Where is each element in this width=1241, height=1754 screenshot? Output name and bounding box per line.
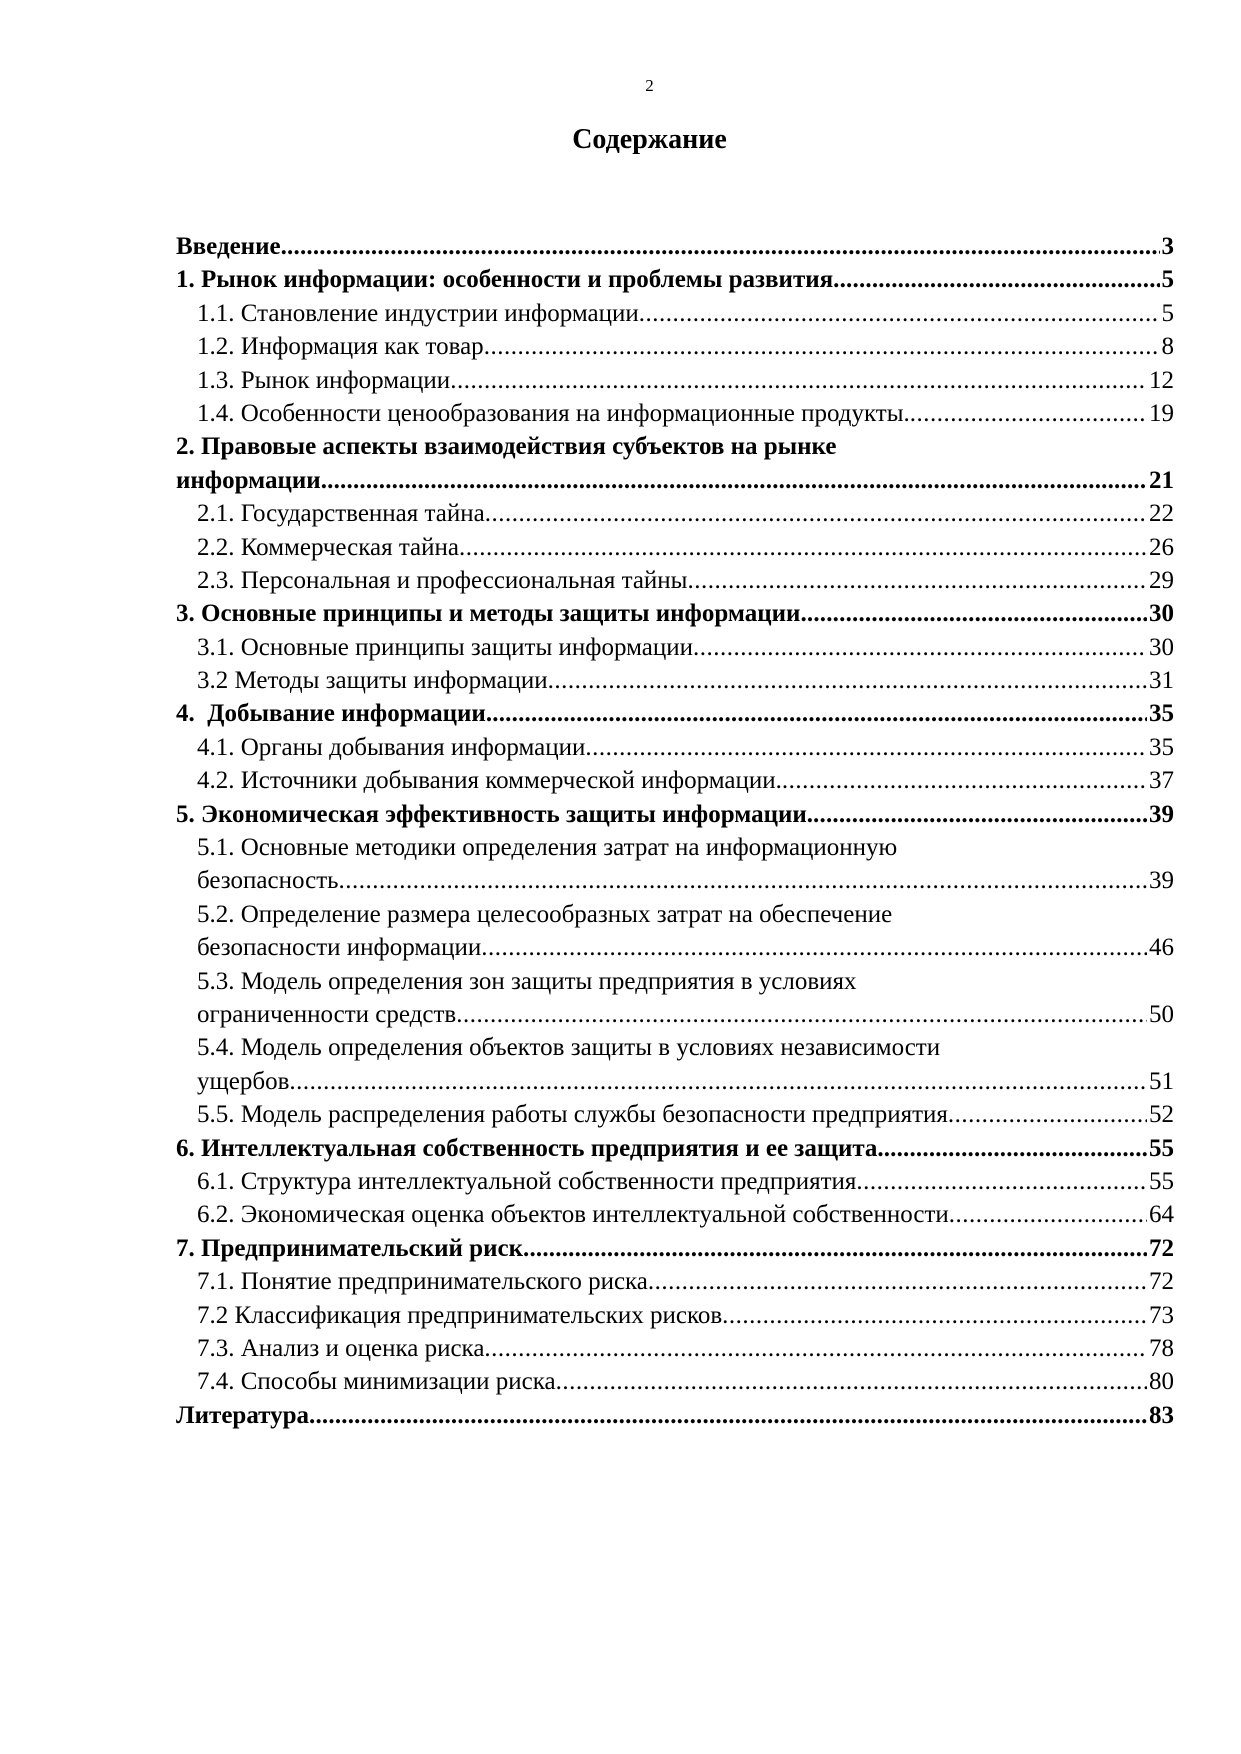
toc-page-number: 30 [1149, 600, 1174, 628]
toc-entry-title-line1: 5.1. Основные методики определения затрат на информационную [197, 834, 898, 862]
toc-entry-5-3[interactable] [176, 965, 1174, 1032]
dot-leader [321, 464, 1147, 497]
toc-entry-title: 1.4. Особенности ценообразования на информационные продукты. [197, 399, 910, 427]
dot-leader [800, 597, 1147, 630]
toc-page-number: 46 [1149, 934, 1174, 962]
dot-leader [693, 631, 1147, 664]
dot-leader [481, 931, 1147, 964]
toc-page-number: 73 [1149, 1301, 1174, 1329]
toc-page-number: 19 [1149, 399, 1174, 427]
toc-page-number: 3 [1161, 233, 1174, 260]
toc-page-number: 64 [1149, 1201, 1174, 1229]
toc-entry-7-2[interactable] [176, 1299, 1174, 1332]
toc-page-number: 22 [1149, 500, 1174, 528]
dot-leader [585, 731, 1147, 764]
toc-entry-title-line2: ограниченности средств [197, 1000, 457, 1028]
toc-entry-1-1[interactable] [176, 297, 1174, 330]
toc-entry-1-4[interactable] [176, 397, 1174, 430]
toc-page-number: 52 [1149, 1101, 1174, 1129]
dot-leader [556, 1365, 1147, 1398]
toc-entry-literature[interactable] [176, 1399, 1174, 1432]
toc-page-number: 72 [1149, 1268, 1174, 1296]
dot-leader [484, 1332, 1147, 1365]
dot-leader [833, 263, 1159, 296]
page-number: 2 [645, 76, 654, 95]
toc-page-number: 35 [1149, 733, 1174, 761]
toc-entry-title: 1.2. Информация как товар [197, 333, 484, 361]
toc-entry-title: 4. Добывание информации [176, 700, 486, 728]
dot-leader [910, 397, 1147, 430]
toc-page-number: 29 [1149, 566, 1174, 594]
table-of-contents [176, 230, 1174, 1432]
dot-leader [813, 798, 1147, 831]
toc-entry-2-2[interactable] [176, 531, 1174, 564]
toc-page-number: 31 [1149, 667, 1174, 695]
toc-page-number: 83 [1149, 1401, 1174, 1429]
toc-entry-title: 2.3. Персональная и профессиональная тайны [197, 566, 688, 594]
toc-entry-4-2[interactable] [176, 764, 1174, 797]
dot-leader [523, 1232, 1147, 1265]
dot-leader [884, 1132, 1147, 1165]
dot-leader [484, 330, 1160, 363]
toc-entry-title: 7.3. Анализ и оценка риска [197, 1334, 485, 1362]
dot-leader [459, 531, 1147, 564]
toc-entry-title: 5. Экономическая эффективность защиты информации. [176, 800, 814, 828]
toc-page-number: 5 [1161, 266, 1174, 294]
page-title: Содержание [572, 124, 727, 155]
toc-entry-chapter-4[interactable] [176, 697, 1174, 730]
toc-page-number: 72 [1149, 1234, 1174, 1262]
dot-leader [289, 1065, 1147, 1098]
toc-entry-title: 6.1. Структура интеллектуальной собственности предприятия [197, 1167, 857, 1195]
toc-entry-3-1[interactable] [176, 631, 1174, 664]
toc-entry-chapter-6[interactable] [176, 1132, 1174, 1165]
toc-entry-5-4[interactable] [176, 1031, 1174, 1098]
dot-leader [486, 697, 1147, 730]
toc-entry-7-3[interactable] [176, 1332, 1174, 1365]
toc-entry-5-1[interactable] [176, 831, 1174, 898]
toc-entry-title-line2: безопасности информации [197, 934, 482, 962]
toc-entry-title-line2: безопасность [197, 867, 339, 895]
toc-page-number: 30 [1149, 633, 1174, 661]
dot-leader [648, 1265, 1147, 1298]
toc-entry-title: 3. Основные принципы и методы защиты информации [176, 600, 801, 628]
dot-leader [339, 864, 1147, 897]
toc-page-number: 39 [1149, 867, 1174, 895]
toc-entry-title: 2.1. Государственная тайна [197, 500, 485, 528]
toc-entry-title: 1.3. Рынок информации [197, 366, 451, 394]
toc-entry-1-2[interactable] [176, 330, 1174, 363]
toc-entry-6-1[interactable] [176, 1165, 1174, 1198]
toc-entry-introduction[interactable] [176, 230, 1174, 263]
toc-page-number: 35 [1149, 700, 1174, 728]
toc-entry-title: 4.2. Источники добывания коммерческой информации. [197, 767, 782, 795]
dot-leader [456, 998, 1147, 1031]
toc-entry-title: 1. Рынок информации: особенности и проблемы развития [176, 266, 834, 294]
dot-leader [782, 764, 1147, 797]
toc-page-number: 21 [1149, 466, 1174, 494]
dot-leader [281, 230, 1160, 263]
toc-entry-5-5[interactable] [176, 1098, 1174, 1131]
toc-entry-title: 5.5. Модель распределения работы службы безопасности предприятия [197, 1101, 948, 1129]
dot-leader [548, 664, 1147, 697]
toc-page-number: 5 [1161, 299, 1174, 327]
toc-page-number: 55 [1149, 1167, 1174, 1195]
toc-entry-title: 2.2. Коммерческая тайна [197, 533, 459, 561]
toc-entry-title: 3.2 Методы защиты информации [197, 667, 548, 695]
toc-page-number: 37 [1149, 767, 1174, 795]
toc-entry-title: 7.4. Способы минимизации риска [197, 1368, 556, 1396]
toc-entry-title: 7.1. Понятие предпринимательского риска [197, 1268, 648, 1296]
toc-entry-2-1[interactable] [176, 497, 1174, 530]
dot-leader [639, 297, 1160, 330]
toc-entry-title: 4.1. Органы добывания информации [197, 733, 586, 761]
toc-entry-title: Введение [176, 233, 281, 260]
toc-entry-6-2[interactable] [176, 1198, 1174, 1231]
toc-page-number: 78 [1149, 1334, 1174, 1362]
dot-leader [309, 1399, 1147, 1432]
toc-entry-title-line1: 5.3. Модель определения зон защиты предприятия в условиях [197, 967, 857, 995]
toc-entry-title: 6. Интеллектуальная собственность предприятия и ее защита. [176, 1134, 884, 1162]
toc-entry-2-3[interactable] [176, 564, 1174, 597]
dot-leader [687, 564, 1147, 597]
toc-entry-title-line1: 5.4. Модель определения объектов защиты в условиях независимости [197, 1034, 941, 1062]
toc-entry-7-1[interactable] [176, 1265, 1174, 1298]
toc-entry-chapter-2[interactable] [176, 430, 1174, 497]
toc-entry-4-1[interactable] [176, 731, 1174, 764]
toc-entry-7-4[interactable] [176, 1365, 1174, 1398]
toc-entry-title: 6.2. Экономическая оценка объектов интеллектуальной собственности [197, 1201, 949, 1229]
toc-entry-chapter-3[interactable] [176, 597, 1174, 630]
toc-entry-chapter-1[interactable] [176, 263, 1174, 296]
toc-page-number: 39 [1149, 800, 1174, 828]
toc-page-number: 8 [1161, 333, 1174, 361]
toc-entry-title: Литература [176, 1401, 310, 1429]
toc-page-number: 50 [1149, 1000, 1174, 1028]
toc-page-number: 51 [1149, 1067, 1174, 1095]
toc-entry-title: 7.2 Классификация предпринимательских рисков [197, 1301, 723, 1329]
toc-entry-chapter-7[interactable] [176, 1232, 1174, 1265]
toc-entry-chapter-5[interactable] [176, 798, 1174, 831]
toc-entry-title-line2: информации [176, 466, 321, 494]
toc-entry-title: 7. Предпринимательский риск [176, 1234, 523, 1262]
toc-entry-title-line1: 2. Правовые аспекты взаимодействия субъектов на рынке [176, 433, 837, 461]
toc-entry-1-3[interactable] [176, 364, 1174, 397]
toc-entry-title-line2: ущербов [197, 1067, 290, 1095]
toc-entry-title: 3.1. Основные принципы защиты информации [197, 633, 693, 661]
dot-leader [450, 364, 1147, 397]
toc-entry-title: 1.1. Становление индустрии информации [197, 299, 639, 327]
toc-entry-title-line1: 5.2. Определение размера целесообразных затрат на обеспечение [197, 900, 893, 928]
toc-page-number: 55 [1149, 1134, 1174, 1162]
dot-leader [856, 1165, 1147, 1198]
toc-page-number: 26 [1149, 533, 1174, 561]
toc-page-number: 80 [1149, 1368, 1174, 1396]
toc-page-number: 12 [1149, 366, 1174, 394]
dot-leader [949, 1198, 1147, 1231]
dot-leader [948, 1098, 1147, 1131]
dot-leader [485, 497, 1147, 530]
dot-leader [722, 1299, 1147, 1332]
toc-entry-3-2[interactable] [176, 664, 1174, 697]
toc-entry-5-2[interactable] [176, 898, 1174, 965]
